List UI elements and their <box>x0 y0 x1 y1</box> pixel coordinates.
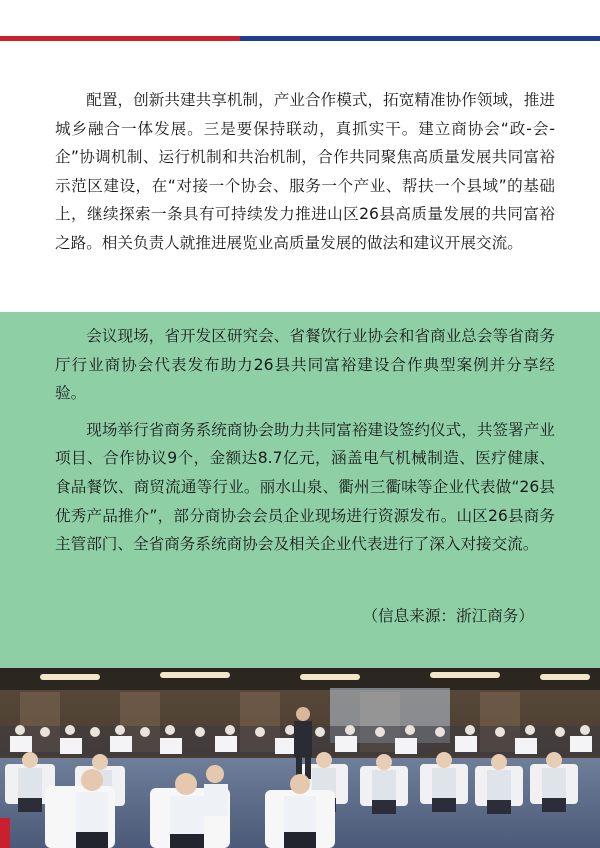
highlight-panel <box>0 312 600 668</box>
source-note: （信息来源：浙江商务） <box>362 607 534 625</box>
article-upper-section <box>55 86 555 258</box>
header-stripe-red <box>0 36 240 41</box>
highlight-text <box>55 322 555 559</box>
conference-photo <box>0 668 600 848</box>
article-paragraph-meeting: 会议现场，省开发区研究会、省餐饮行业协会和省商业总会等省商务厅行业商协会代表发布助力26县共同富裕建设合作典型案例并分享经验。 <box>55 327 555 403</box>
article-paragraph-signing: 现场举行省商务系统商协会助力共同富裕建设签约仪式，共签署产业项目、合作协议9个，金额达8.7亿元，涵盖电气机械制造、医疗健康、食品餐饮、商贸流通等行业。丽水山泉、衢州三衢味等企业代表做“26县优秀产品推介”，部分商协会会员企业现场进行资源发布。山区26县商务主管部门、全省商务系统商协会及相关企业代表进行了深入对接交流。 <box>55 420 555 554</box>
conference-photo-illustration <box>0 668 600 848</box>
article-paragraph: 配置，创新共建共享机制，产业合作模式，拓宽精准协作领域，推进城乡融合一体发展。三是要保持联动，真抓实干。建立商协会“政-会-企”协调机制、运行机制和共治机制，合作共同聚焦高质量发展共同富裕示范区建设，在“对接一个协会、服务一个产业、帮扶一个县域”的基础上，继续探索一条具有可持续发力推进山区26县高质量发展的共同富裕之路。相关负责人就推进展览业高质量发展的做法和建议开展交流。 <box>55 91 555 252</box>
header-stripe-blue <box>240 36 600 41</box>
header-stripe <box>0 36 600 41</box>
